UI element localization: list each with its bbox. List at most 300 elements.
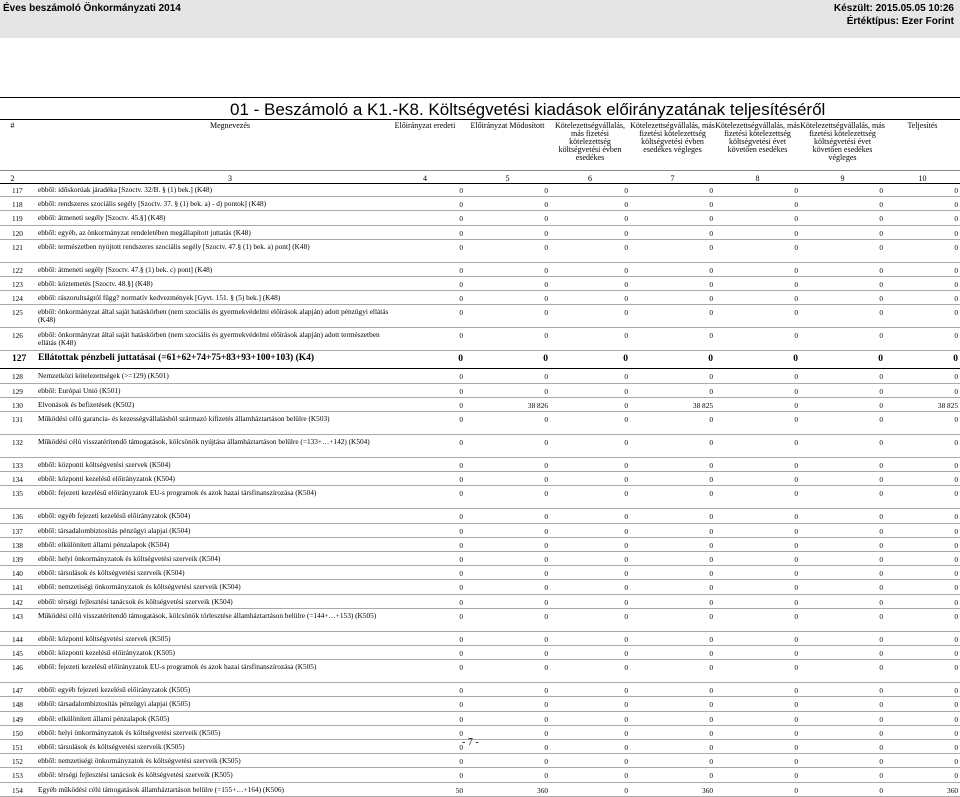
row-label: ebből: központi költségvetési szervek (K505) bbox=[38, 633, 171, 643]
cell-value: 0 bbox=[709, 415, 713, 424]
row-number: 141 bbox=[12, 583, 23, 593]
cell-value: 0 bbox=[459, 372, 463, 382]
cell-value: 0 bbox=[879, 771, 883, 781]
cell-value: 0 bbox=[954, 242, 958, 252]
cell-value: 0 bbox=[544, 242, 548, 252]
cell-value: 0 bbox=[954, 294, 958, 304]
row-label: Egyéb működési célú támogatások államháztartáson belülre (=155+…+164) (K506) bbox=[38, 784, 284, 794]
cell-value: 0 bbox=[624, 400, 628, 410]
created-timestamp: Készült: 2015.05.05 10:26 bbox=[833, 3, 954, 14]
cell-value: 0 bbox=[459, 611, 463, 621]
row-label: ebből: társulások és költségvetési szerveik (K505) bbox=[38, 742, 185, 751]
cell-value: 0 bbox=[954, 265, 958, 275]
column-number: 3 bbox=[228, 174, 232, 183]
column-number: 9 bbox=[840, 174, 845, 183]
cell-value: 0 bbox=[459, 228, 463, 238]
table-row bbox=[0, 263, 960, 277]
row-label: ebből: fejezeti kezelésű előirányzatok EU-s programok és azok hazai társfinanszírozása (K505) bbox=[38, 662, 317, 672]
column-header: Kötelezettségvállalás, más fizetési kötelezettség költségvetési évben esedékes végleges bbox=[630, 121, 715, 154]
cell-value: 0 bbox=[879, 785, 883, 795]
cell-value: 0 bbox=[544, 743, 548, 752]
row-label: ebből: önkormányzat által saját hatáskörben (nem szociális és gyermekvédelmi előírások alapján) adott természetben ellátás (K48) bbox=[38, 330, 380, 348]
cell-value: 0 bbox=[879, 265, 883, 275]
cell-value: 0 bbox=[624, 597, 628, 607]
cell-value: 0 bbox=[543, 354, 548, 365]
cell-value: 0 bbox=[794, 489, 798, 499]
row-label: ebből: rendszeres szociális segély [Szoctv. 37. § (1) bek. a) - d) pontok] (K48) bbox=[38, 199, 267, 209]
table-row bbox=[0, 384, 960, 398]
row-label: ebből: egyéb fejezeti kezelésű előirányzatok (K505) bbox=[38, 685, 191, 695]
cell-value: 0 bbox=[624, 569, 628, 579]
cell-value: 0 bbox=[624, 785, 628, 795]
cell-value: 0 bbox=[879, 386, 883, 396]
cell-value: 0 bbox=[544, 386, 548, 396]
cell-value: 0 bbox=[544, 714, 548, 724]
cell-value: 0 bbox=[544, 611, 548, 621]
table-row bbox=[0, 183, 960, 197]
table-row bbox=[0, 277, 960, 291]
cell-value: 0 bbox=[879, 569, 883, 579]
cell-value: 0 bbox=[624, 555, 628, 564]
row-label: ebből: köztemetés [Szoctv. 48.§] (K48) bbox=[38, 279, 153, 288]
cell-value: 0 bbox=[459, 714, 463, 724]
cell-value: 0 bbox=[879, 611, 883, 621]
table-row bbox=[0, 660, 960, 683]
row-label: ebből: önkormányzat által saját hatáskörben (nem szociális és gyermekvédelmi előírások alapján) adott pénzügyi ellátás (K48) bbox=[38, 307, 389, 325]
cell-value: 0 bbox=[544, 512, 548, 522]
column-number: 6 bbox=[588, 174, 592, 183]
cell-value: 0 bbox=[709, 540, 713, 550]
cell-value: 0 bbox=[954, 386, 958, 396]
table-row bbox=[0, 538, 960, 552]
cell-value: 0 bbox=[709, 214, 713, 224]
cell-value: 0 bbox=[879, 555, 883, 564]
cell-value: 0 bbox=[879, 526, 883, 536]
cell-value: 0 bbox=[459, 771, 463, 781]
row-number: 138 bbox=[12, 540, 23, 550]
cell-value: 0 bbox=[794, 265, 798, 275]
cell-value: 0 bbox=[459, 728, 463, 738]
cell-value: 0 bbox=[794, 438, 798, 447]
cell-value: 0 bbox=[954, 461, 958, 470]
cell-value: 0 bbox=[459, 438, 463, 447]
row-number: 131 bbox=[12, 415, 23, 424]
cell-value: 0 bbox=[794, 228, 798, 238]
row-label: ebből: központi költségvetési szervek (K504) bbox=[38, 460, 171, 469]
cell-value: 0 bbox=[879, 686, 883, 696]
cell-value: 0 bbox=[709, 186, 713, 195]
cell-value: 0 bbox=[459, 700, 463, 710]
cell-value: 0 bbox=[879, 540, 883, 550]
cell-value: 0 bbox=[879, 461, 883, 470]
cell-value: 0 bbox=[544, 634, 548, 644]
table-row bbox=[0, 435, 960, 458]
table-row bbox=[0, 197, 960, 211]
cell-value: 0 bbox=[794, 214, 798, 224]
table-row bbox=[0, 412, 960, 435]
row-label: ebből: egyéb fejezeti kezelésű előirányzatok (K504) bbox=[38, 511, 191, 521]
table-row bbox=[0, 552, 960, 566]
cell-value: 0 bbox=[624, 308, 628, 318]
cell-value: 0 bbox=[544, 308, 548, 318]
cell-value: 0 bbox=[459, 540, 463, 550]
cell-value: 0 bbox=[459, 386, 463, 396]
cell-value: 0 bbox=[794, 663, 798, 673]
cell-value: 0 bbox=[709, 634, 713, 644]
table-row bbox=[0, 486, 960, 509]
row-label: ebből: térségi fejlesztési tanácsok és költségvetési szerveik (K504) bbox=[38, 596, 233, 606]
cell-value: 0 bbox=[794, 415, 798, 424]
row-number: 129 bbox=[12, 386, 23, 396]
cell-value: 0 bbox=[709, 200, 713, 210]
table-row bbox=[0, 211, 960, 225]
row-number: 136 bbox=[12, 512, 23, 522]
cell-value: 0 bbox=[544, 186, 548, 195]
row-number: 148 bbox=[12, 700, 23, 710]
cell-value: 0 bbox=[709, 611, 713, 621]
cell-value: 0 bbox=[544, 771, 548, 781]
cell-value: 0 bbox=[794, 526, 798, 536]
cell-value: 0 bbox=[879, 743, 883, 752]
row-label: ebből: társadalombiztosítás pénzügyi alapjai (K505) bbox=[38, 699, 191, 709]
cell-value: 0 bbox=[709, 569, 713, 579]
row-label: ebből: társulások és költségvetési szerveik (K504) bbox=[38, 568, 185, 578]
cell-value: 0 bbox=[544, 686, 548, 696]
cell-value: 0 bbox=[709, 649, 713, 658]
row-label: Elvonások és befizetések (K502) bbox=[38, 399, 135, 409]
cell-value: 0 bbox=[709, 757, 713, 767]
cell-value: 0 bbox=[879, 415, 883, 424]
row-label: ebből: elkülönített állami pénzalapok (K505) bbox=[38, 713, 170, 723]
cell-value: 0 bbox=[794, 583, 798, 593]
cell-value: 0 bbox=[709, 743, 713, 752]
cell-value: 0 bbox=[954, 700, 958, 710]
table-row bbox=[0, 768, 960, 782]
row-number: 152 bbox=[12, 757, 23, 767]
cell-value: 0 bbox=[794, 386, 798, 396]
cell-value: 0 bbox=[954, 555, 958, 564]
cell-value: 0 bbox=[459, 555, 463, 564]
column-header: Előirányzat eredeti bbox=[394, 121, 456, 130]
cell-value: 0 bbox=[794, 634, 798, 644]
cell-value: 0 bbox=[794, 540, 798, 550]
cell-value: 0 bbox=[879, 372, 883, 382]
cell-value: 0 bbox=[709, 308, 713, 318]
cell-value: 0 bbox=[794, 242, 798, 252]
cell-value: 0 bbox=[459, 214, 463, 224]
cell-value: 0 bbox=[878, 354, 883, 365]
cell-value: 0 bbox=[459, 280, 463, 289]
cell-value: 0 bbox=[954, 214, 958, 224]
cell-value: 0 bbox=[624, 214, 628, 224]
cell-value: 0 bbox=[953, 354, 958, 365]
table-row bbox=[0, 580, 960, 594]
cell-value: 0 bbox=[544, 228, 548, 238]
cell-value: 0 bbox=[879, 649, 883, 658]
cell-value: 0 bbox=[459, 583, 463, 593]
cell-value: 0 bbox=[624, 649, 628, 658]
cell-value: 0 bbox=[794, 294, 798, 304]
cell-value: 0 bbox=[954, 583, 958, 593]
cell-value: 0 bbox=[709, 583, 713, 593]
cell-value: 0 bbox=[794, 555, 798, 564]
row-number: 137 bbox=[12, 526, 23, 536]
cell-value: 0 bbox=[709, 555, 713, 564]
row-number: 118 bbox=[12, 200, 23, 210]
cell-value: 0 bbox=[544, 280, 548, 289]
cell-value: 0 bbox=[954, 200, 958, 210]
cell-value: 0 bbox=[794, 461, 798, 470]
cell-value: 0 bbox=[624, 583, 628, 593]
cell-value: 0 bbox=[624, 728, 628, 738]
cell-value: 0 bbox=[459, 200, 463, 210]
cell-value: 0 bbox=[879, 186, 883, 195]
row-label: Ellátottak pénzbeli juttatásai (=61+62+74+75+83+93+100+103) (K4) bbox=[38, 353, 315, 364]
cell-value: 0 bbox=[459, 597, 463, 607]
row-number: 135 bbox=[12, 489, 23, 499]
cell-value: 0 bbox=[459, 634, 463, 644]
cell-value: 0 bbox=[624, 526, 628, 536]
table-row bbox=[0, 351, 960, 369]
table-row bbox=[0, 683, 960, 697]
row-number: 140 bbox=[12, 569, 23, 579]
row-label: ebből: időskorúak járadéka [Szoctv. 32/B. § (1) bek.] (K48) bbox=[38, 185, 212, 194]
cell-value: 0 bbox=[709, 461, 713, 470]
cell-value: 0 bbox=[624, 714, 628, 724]
cell-value: 0 bbox=[709, 728, 713, 738]
table-header bbox=[0, 119, 960, 184]
table-row bbox=[0, 291, 960, 305]
cell-value: 0 bbox=[624, 743, 628, 752]
cell-value: 0 bbox=[794, 700, 798, 710]
row-label: ebből: egyéb, az önkormányzat rendeletében megállapított juttatás (K48) bbox=[38, 227, 251, 237]
table-row bbox=[0, 509, 960, 523]
row-number: 126 bbox=[12, 331, 23, 341]
table-row bbox=[0, 524, 960, 538]
cell-value: 0 bbox=[794, 475, 798, 485]
cell-value: 0 bbox=[954, 438, 958, 447]
column-header: Kötelezettségvállalás, más fizetési kötelezettség költségvetési évet követően esedékes bbox=[715, 121, 800, 154]
column-header: Teljesítés bbox=[907, 121, 938, 130]
cell-value: 0 bbox=[794, 200, 798, 210]
cell-value: 0 bbox=[624, 461, 628, 470]
cell-value: 0 bbox=[954, 280, 958, 289]
cell-value: 0 bbox=[879, 597, 883, 607]
cell-value: 0 bbox=[709, 475, 713, 485]
cell-value: 0 bbox=[624, 757, 628, 767]
row-number: 128 bbox=[12, 372, 23, 382]
row-number: 149 bbox=[12, 714, 23, 724]
cell-value: 0 bbox=[954, 714, 958, 724]
cell-value: 38 825 bbox=[692, 400, 713, 410]
cell-value: 0 bbox=[709, 512, 713, 522]
cell-value: 0 bbox=[954, 757, 958, 767]
cell-value: 0 bbox=[624, 489, 628, 499]
cell-value: 0 bbox=[709, 663, 713, 673]
cell-value: 0 bbox=[954, 663, 958, 673]
cell-value: 0 bbox=[459, 649, 463, 658]
cell-value: 0 bbox=[544, 757, 548, 767]
page-number: - 7 - bbox=[462, 737, 479, 748]
cell-value: 0 bbox=[624, 200, 628, 210]
cell-value: 0 bbox=[794, 569, 798, 579]
cell-value: 0 bbox=[544, 700, 548, 710]
cell-value: 0 bbox=[544, 583, 548, 593]
value-type: Értéktípus: Ezer Forint bbox=[846, 16, 954, 27]
row-number: 124 bbox=[12, 294, 23, 304]
cell-value: 0 bbox=[459, 686, 463, 696]
row-number: 134 bbox=[12, 475, 23, 485]
cell-value: 0 bbox=[459, 461, 463, 470]
cell-value: 0 bbox=[544, 597, 548, 607]
column-number: 4 bbox=[423, 174, 427, 183]
row-number: 145 bbox=[12, 649, 23, 658]
cell-value: 0 bbox=[794, 512, 798, 522]
row-number: 125 bbox=[12, 308, 23, 318]
cell-value: 0 bbox=[709, 771, 713, 781]
cell-value: 0 bbox=[794, 331, 798, 341]
cell-value: 0 bbox=[624, 228, 628, 238]
cell-value: 0 bbox=[954, 540, 958, 550]
table-row bbox=[0, 754, 960, 768]
cell-value: 0 bbox=[544, 265, 548, 275]
cell-value: 0 bbox=[794, 743, 798, 752]
row-label: Működési célú visszatérítendő támogatások, kölcsönök nyújtása államháztartáson belülre (=133+…+142) (K504) bbox=[38, 437, 370, 446]
cell-value: 0 bbox=[459, 757, 463, 767]
cell-value: 0 bbox=[794, 686, 798, 696]
cell-value: 0 bbox=[954, 372, 958, 382]
cell-value: 0 bbox=[459, 526, 463, 536]
cell-value: 0 bbox=[879, 634, 883, 644]
cell-value: 0 bbox=[624, 700, 628, 710]
row-number: 127 bbox=[12, 354, 27, 365]
cell-value: 0 bbox=[954, 475, 958, 485]
cell-value: 0 bbox=[954, 415, 958, 424]
cell-value: 0 bbox=[709, 686, 713, 696]
cell-value: 0 bbox=[954, 686, 958, 696]
cell-value: 0 bbox=[624, 771, 628, 781]
column-number: 7 bbox=[670, 174, 675, 183]
table-row bbox=[0, 697, 960, 711]
cell-value: 0 bbox=[954, 634, 958, 644]
cell-value: 0 bbox=[879, 728, 883, 738]
table-row bbox=[0, 240, 960, 263]
cell-value: 0 bbox=[794, 280, 798, 289]
table-row bbox=[0, 369, 960, 383]
cell-value: 0 bbox=[954, 728, 958, 738]
cell-value: 0 bbox=[624, 242, 628, 252]
cell-value: 0 bbox=[794, 308, 798, 318]
cell-value: 0 bbox=[544, 200, 548, 210]
cell-value: 0 bbox=[459, 242, 463, 252]
cell-value: 38 825 bbox=[937, 400, 958, 410]
cell-value: 0 bbox=[954, 611, 958, 621]
row-number: 120 bbox=[12, 228, 23, 238]
table-row bbox=[0, 712, 960, 726]
column-header: Megnevezés bbox=[210, 121, 250, 130]
row-number: 123 bbox=[12, 280, 23, 289]
cell-value: 0 bbox=[879, 663, 883, 673]
cell-value: 0 bbox=[544, 475, 548, 485]
row-number: 139 bbox=[12, 555, 23, 564]
cell-value: 0 bbox=[544, 214, 548, 224]
cell-value: 0 bbox=[709, 331, 713, 341]
cell-value: 0 bbox=[544, 438, 548, 447]
row-label: ebből: fejezeti kezelésű előirányzatok EU-s programok és azok hazai társfinanszírozása (K504) bbox=[38, 488, 317, 498]
table-row bbox=[0, 595, 960, 609]
cell-value: 0 bbox=[624, 280, 628, 289]
cell-value: 0 bbox=[794, 771, 798, 781]
row-label: ebből: Európai Unió (K501) bbox=[38, 385, 121, 395]
cell-value: 0 bbox=[879, 280, 883, 289]
row-label: ebből: természetben nyújtott rendszeres szociális segély [Szoctv. 47.§ (1) bek. a) pont] (K48) bbox=[38, 241, 310, 251]
cell-value: 0 bbox=[954, 489, 958, 499]
cell-value: 0 bbox=[879, 308, 883, 318]
cell-value: 0 bbox=[879, 228, 883, 238]
cell-value: 0 bbox=[954, 308, 958, 318]
column-header: Kötelezettségvállalás, más fizetési kötelezettség költségvetési évet követően esedékes végleges bbox=[800, 121, 885, 162]
cell-value: 0 bbox=[954, 771, 958, 781]
cell-value: 0 bbox=[544, 555, 548, 564]
cell-value: 0 bbox=[879, 438, 883, 447]
row-number: 150 bbox=[12, 728, 23, 738]
row-number: 147 bbox=[12, 686, 23, 696]
report-header-bar bbox=[0, 0, 960, 38]
cell-value: 360 bbox=[702, 785, 713, 795]
cell-value: 0 bbox=[954, 512, 958, 522]
table-row bbox=[0, 458, 960, 472]
row-label: ebből: helyi önkormányzatok és költségvetési szerveik (K504) bbox=[38, 554, 221, 563]
cell-value: 0 bbox=[709, 294, 713, 304]
cell-value: 0 bbox=[709, 242, 713, 252]
cell-value: 0 bbox=[709, 714, 713, 724]
cell-value: 0 bbox=[879, 294, 883, 304]
cell-value: 0 bbox=[709, 386, 713, 396]
row-number: 143 bbox=[12, 611, 23, 621]
cell-value: 0 bbox=[544, 415, 548, 424]
row-label: ebből: nemzetiségi önkormányzatok és költségvetési szerveik (K504) bbox=[38, 582, 241, 592]
cell-value: 0 bbox=[879, 331, 883, 341]
cell-value: 0 bbox=[794, 757, 798, 767]
cell-value: 0 bbox=[623, 354, 628, 365]
cell-value: 0 bbox=[954, 331, 958, 341]
row-label: ebből: átmeneti segély [Szoctv. 47.§ (1) bek. c) pont] (K48) bbox=[38, 264, 213, 274]
row-label: ebből: központi kezelésű előirányzatok (K504) bbox=[38, 474, 175, 484]
column-header: Előirányzat Módosított bbox=[470, 121, 545, 130]
cell-value: 0 bbox=[624, 475, 628, 485]
cell-value: 0 bbox=[459, 743, 463, 752]
row-label: ebből: helyi önkormányzatok és költségvetési szerveik (K505) bbox=[38, 727, 221, 737]
cell-value: 0 bbox=[544, 294, 548, 304]
cell-value: 0 bbox=[624, 331, 628, 341]
row-label: ebből: rászorultságtól függ? normatív kedvezmények [Gyvt. 151. § (5) bek.] (K48) bbox=[38, 293, 281, 303]
cell-value: 0 bbox=[879, 512, 883, 522]
cell-value: 0 bbox=[459, 400, 463, 410]
cell-value: 0 bbox=[544, 331, 548, 341]
table-row bbox=[0, 305, 960, 328]
row-label: Nemzetközi kötelezettségek (>=129) (K501) bbox=[38, 371, 169, 381]
cell-value: 0 bbox=[954, 569, 958, 579]
table-row bbox=[0, 646, 960, 660]
cell-value: 0 bbox=[624, 265, 628, 275]
column-header: # bbox=[10, 121, 15, 130]
cell-value: 0 bbox=[879, 757, 883, 767]
row-label: ebből: térségi fejlesztési tanácsok és költségvetési szerveik (K505) bbox=[38, 770, 233, 780]
cell-value: 0 bbox=[624, 438, 628, 447]
cell-value: 0 bbox=[954, 597, 958, 607]
row-number: 151 bbox=[12, 743, 23, 752]
cell-value: 0 bbox=[954, 228, 958, 238]
